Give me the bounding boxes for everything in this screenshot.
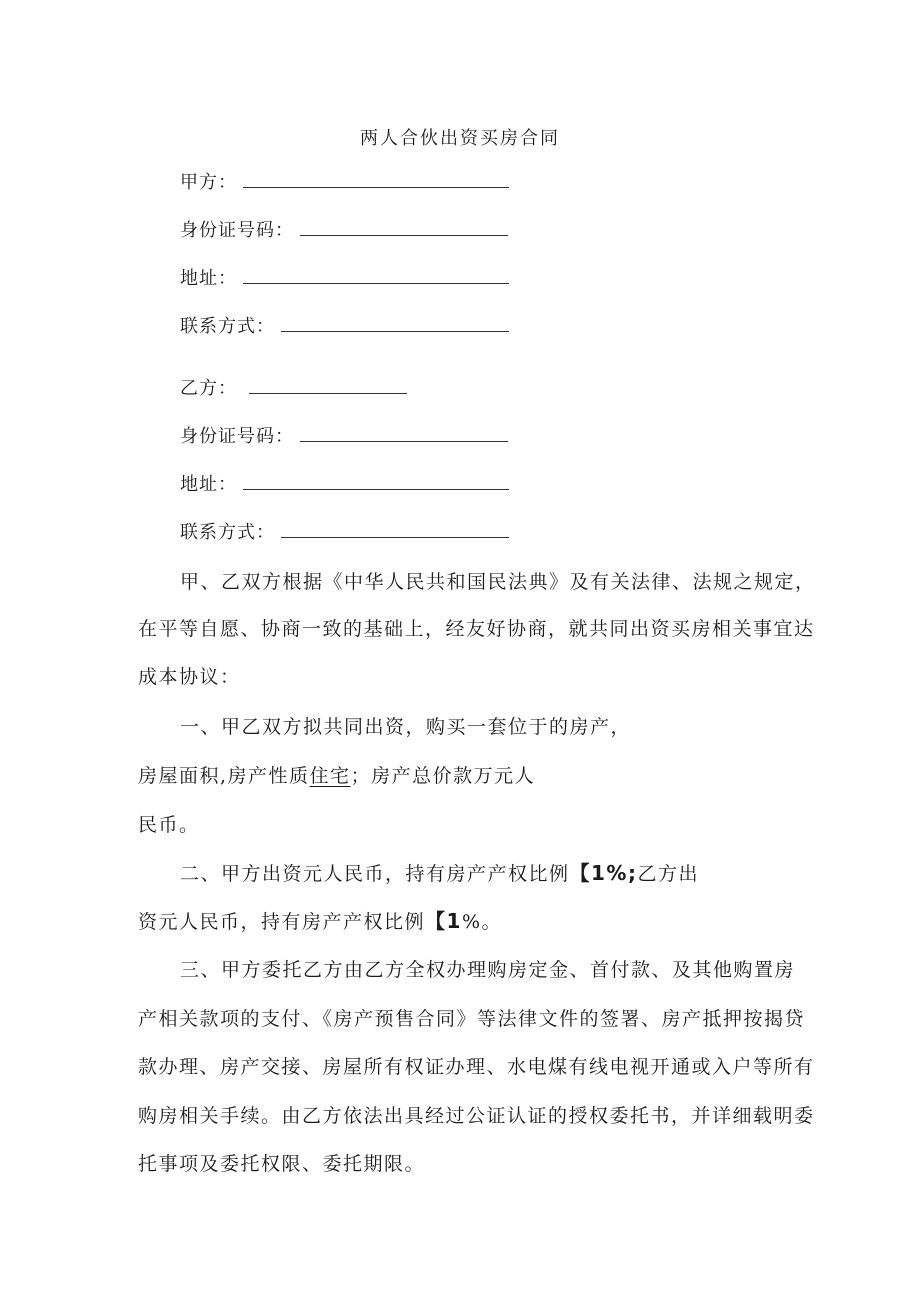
- party-a-name-label: 甲方：: [180, 172, 237, 193]
- party-b-address-field: [180, 470, 509, 496]
- clause-2-a-ratio: 【1%;: [569, 861, 638, 885]
- party-b-contact-label: 联系方式：: [180, 522, 275, 543]
- party-b-id-blank: [300, 423, 508, 442]
- party-a-contact-blank: [281, 313, 509, 332]
- party-a-name-field: [180, 168, 509, 194]
- clause-1-line-2: [138, 761, 535, 788]
- clause-2-a-text: 二、甲方出资元人民币，持有房产产权比例: [180, 863, 570, 885]
- clause-3-line-4: 购房相关手续。由乙方依法出具经过公证认证的授权委托书，并详细载明委: [138, 1105, 815, 1127]
- party-b-contact-blank: [281, 519, 509, 538]
- clause-3-line-3: 款办理、房产交接、房屋所有权证办理、水电煤有线电视开通或入户等所有: [138, 1056, 815, 1078]
- clause-3-line-2: 产相关款项的支付、《房产预售合同》等法律文件的签署、房产抵押按揭贷: [138, 1008, 806, 1030]
- party-b-name-label: 乙方：: [180, 378, 237, 399]
- party-a-name-blank: [243, 169, 509, 188]
- clause-2-b-percent: %。: [461, 911, 502, 933]
- clause-3-line-1: 三、甲方委托乙方由乙方全权办理购房定金、首付款、及其他购置房: [180, 959, 796, 981]
- clause-1-price-text: ；房产总价款万元人: [350, 765, 536, 787]
- party-a-address-blank: [243, 265, 509, 284]
- party-a-address-field: [180, 264, 509, 290]
- party-b-contact-field: [180, 518, 509, 544]
- party-b-name-blank: [249, 375, 407, 394]
- clause-1-area-text: 房屋面积,房产性质: [138, 765, 310, 787]
- party-a-id-label: 身份证号码：: [180, 220, 294, 241]
- clause-1-line-3: 民币。: [138, 814, 200, 836]
- clause-2-b-text-start: 乙方出: [637, 863, 699, 885]
- party-b-address-blank: [243, 471, 509, 490]
- clause-2-b-text: 资元人民币，持有房产产权比例: [138, 911, 426, 933]
- document-title: 两人合伙出资买房合同: [360, 128, 560, 149]
- party-b-name-field: [180, 374, 407, 400]
- clause-2-line-2: [138, 905, 502, 934]
- party-a-id-blank: [300, 217, 508, 236]
- clause-3-line-5: 托事项及委托权限、委托期限。: [138, 1153, 426, 1175]
- party-b-id-label: 身份证号码：: [180, 426, 294, 447]
- intro-line-2: 在平等自愿、协商一致的基础上，经友好协商，就共同出资买房相关事宜达: [138, 618, 815, 640]
- party-a-address-label: 地址：: [180, 268, 237, 289]
- party-b-address-label: 地址：: [180, 474, 237, 495]
- party-a-id-field: [180, 216, 508, 242]
- party-b-id-field: [180, 422, 508, 448]
- intro-line-3: 成本协议：: [138, 666, 241, 688]
- clause-1-line-1: 一、甲乙双方拟共同出资，购买一套位于的房产，: [180, 716, 632, 738]
- party-a-contact-field: [180, 312, 509, 338]
- clause-1-property-type: 住宅: [309, 765, 351, 787]
- intro-line-1: 甲、乙双方根据《中华人民共和国民法典》及有关法律、法规之规定，: [180, 571, 816, 593]
- clause-2-b-ratio: 【1: [425, 909, 462, 933]
- clause-2-line-1: [180, 857, 699, 886]
- party-a-contact-label: 联系方式：: [180, 316, 275, 337]
